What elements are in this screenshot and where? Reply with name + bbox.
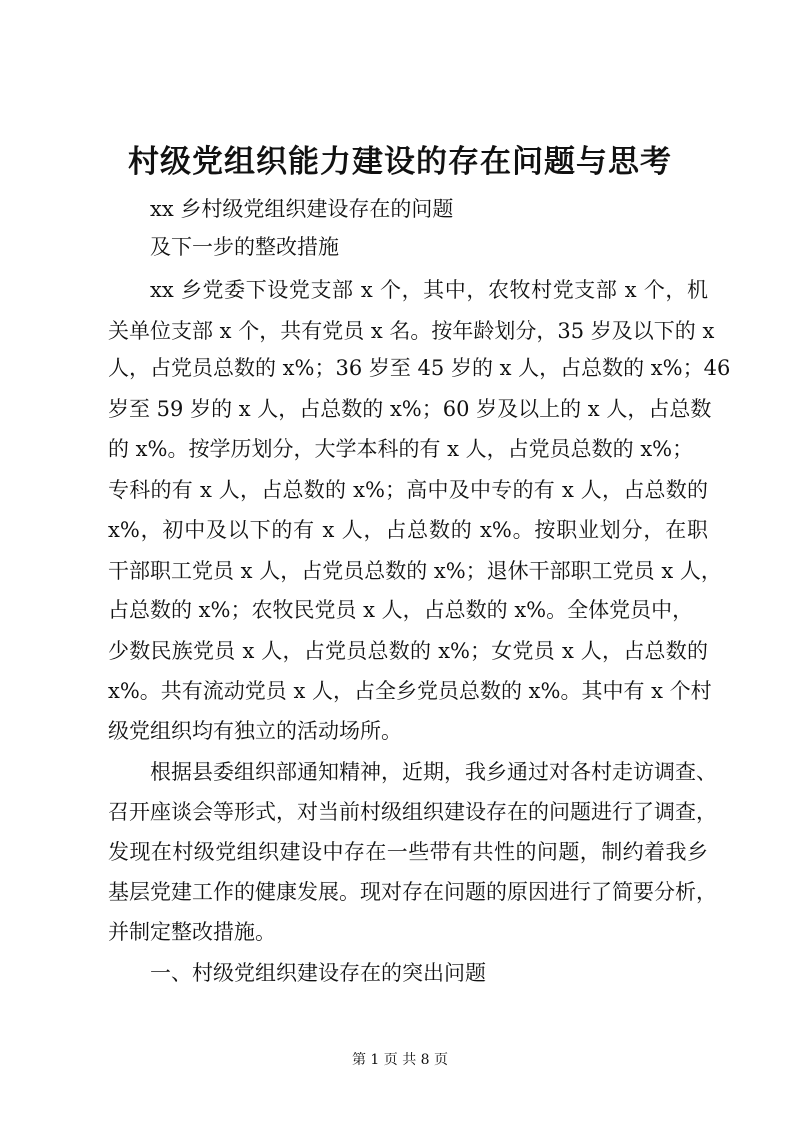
paragraph-1-line-7: x%，初中及以下的有 x 人，占总数的 x%。按职业划分，在职: [108, 518, 708, 542]
paragraph-1-line-4: 岁至 59 岁的 x 人，占总数的 x%；60 岁及以上的 x 人，占总数: [108, 397, 712, 421]
paragraph-1-line-3: 人，占党员总数的 x%；36 岁至 45 岁的 x 人，占总数的 x%；46: [108, 356, 731, 380]
page-number-footer: 第 1 页 共 8 页: [351, 1052, 449, 1068]
paragraph-1-line-12: 级党组织均有独立的活动场所。: [108, 719, 402, 743]
paragraph-1-line-10: 少数民族党员 x 人，占党员总数的 x%；女党员 x 人，占总数的: [108, 639, 708, 663]
subtitle-line-1: xx 乡村级党组织建设存在的问题: [150, 197, 454, 221]
section-heading: 一、村级党组织建设存在的突出问题: [150, 961, 486, 985]
paragraph-2-line-3: 发现在村级党组织建设中存在一些带有共性的问题，制约着我乡: [108, 840, 708, 864]
paragraph-2-line-2: 召开座谈会等形式，对当前村级组织建设存在的问题进行了调查，: [108, 800, 717, 824]
paragraph-2-line-4: 基层党建工作的健康发展。现对存在问题的原因进行了简要分析，: [108, 880, 717, 904]
paragraph-2-line-1: 根据县委组织部通知精神，近期，我乡通过对各村走访调查、: [150, 760, 717, 784]
paragraph-1-line-1: xx 乡党委下设党支部 x 个，其中，农牧村党支部 x 个，机: [150, 278, 708, 302]
paragraph-2-line-5: 并制定整改措施。: [108, 920, 276, 944]
paragraph-1-line-11: x%。共有流动党员 x 人，占全乡党员总数的 x%。其中有 x 个村: [108, 679, 712, 703]
subtitle-line-2: 及下一步的整改措施: [150, 235, 339, 259]
paragraph-1-line-8: 干部职工党员 x 人，占党员总数的 x%；退休干部职工党员 x 人，: [108, 559, 722, 583]
paragraph-1-line-9: 占总数的 x%；农牧民党员 x 人，占总数的 x%。全体党员中，: [108, 598, 694, 622]
paragraph-1-line-6: 专科的有 x 人，占总数的 x%；高中及中专的有 x 人，占总数的: [108, 478, 708, 502]
paragraph-1-line-5: 的 x%。按学历划分，大学本科的有 x 人，占党员总数的 x%；: [108, 437, 694, 461]
document-title: 村级党组织能力建设的存在问题与思考: [128, 144, 672, 180]
paragraph-1-line-2: 关单位支部 x 个，共有党员 x 名。按年龄划分，35 岁及以下的 x: [108, 319, 715, 343]
